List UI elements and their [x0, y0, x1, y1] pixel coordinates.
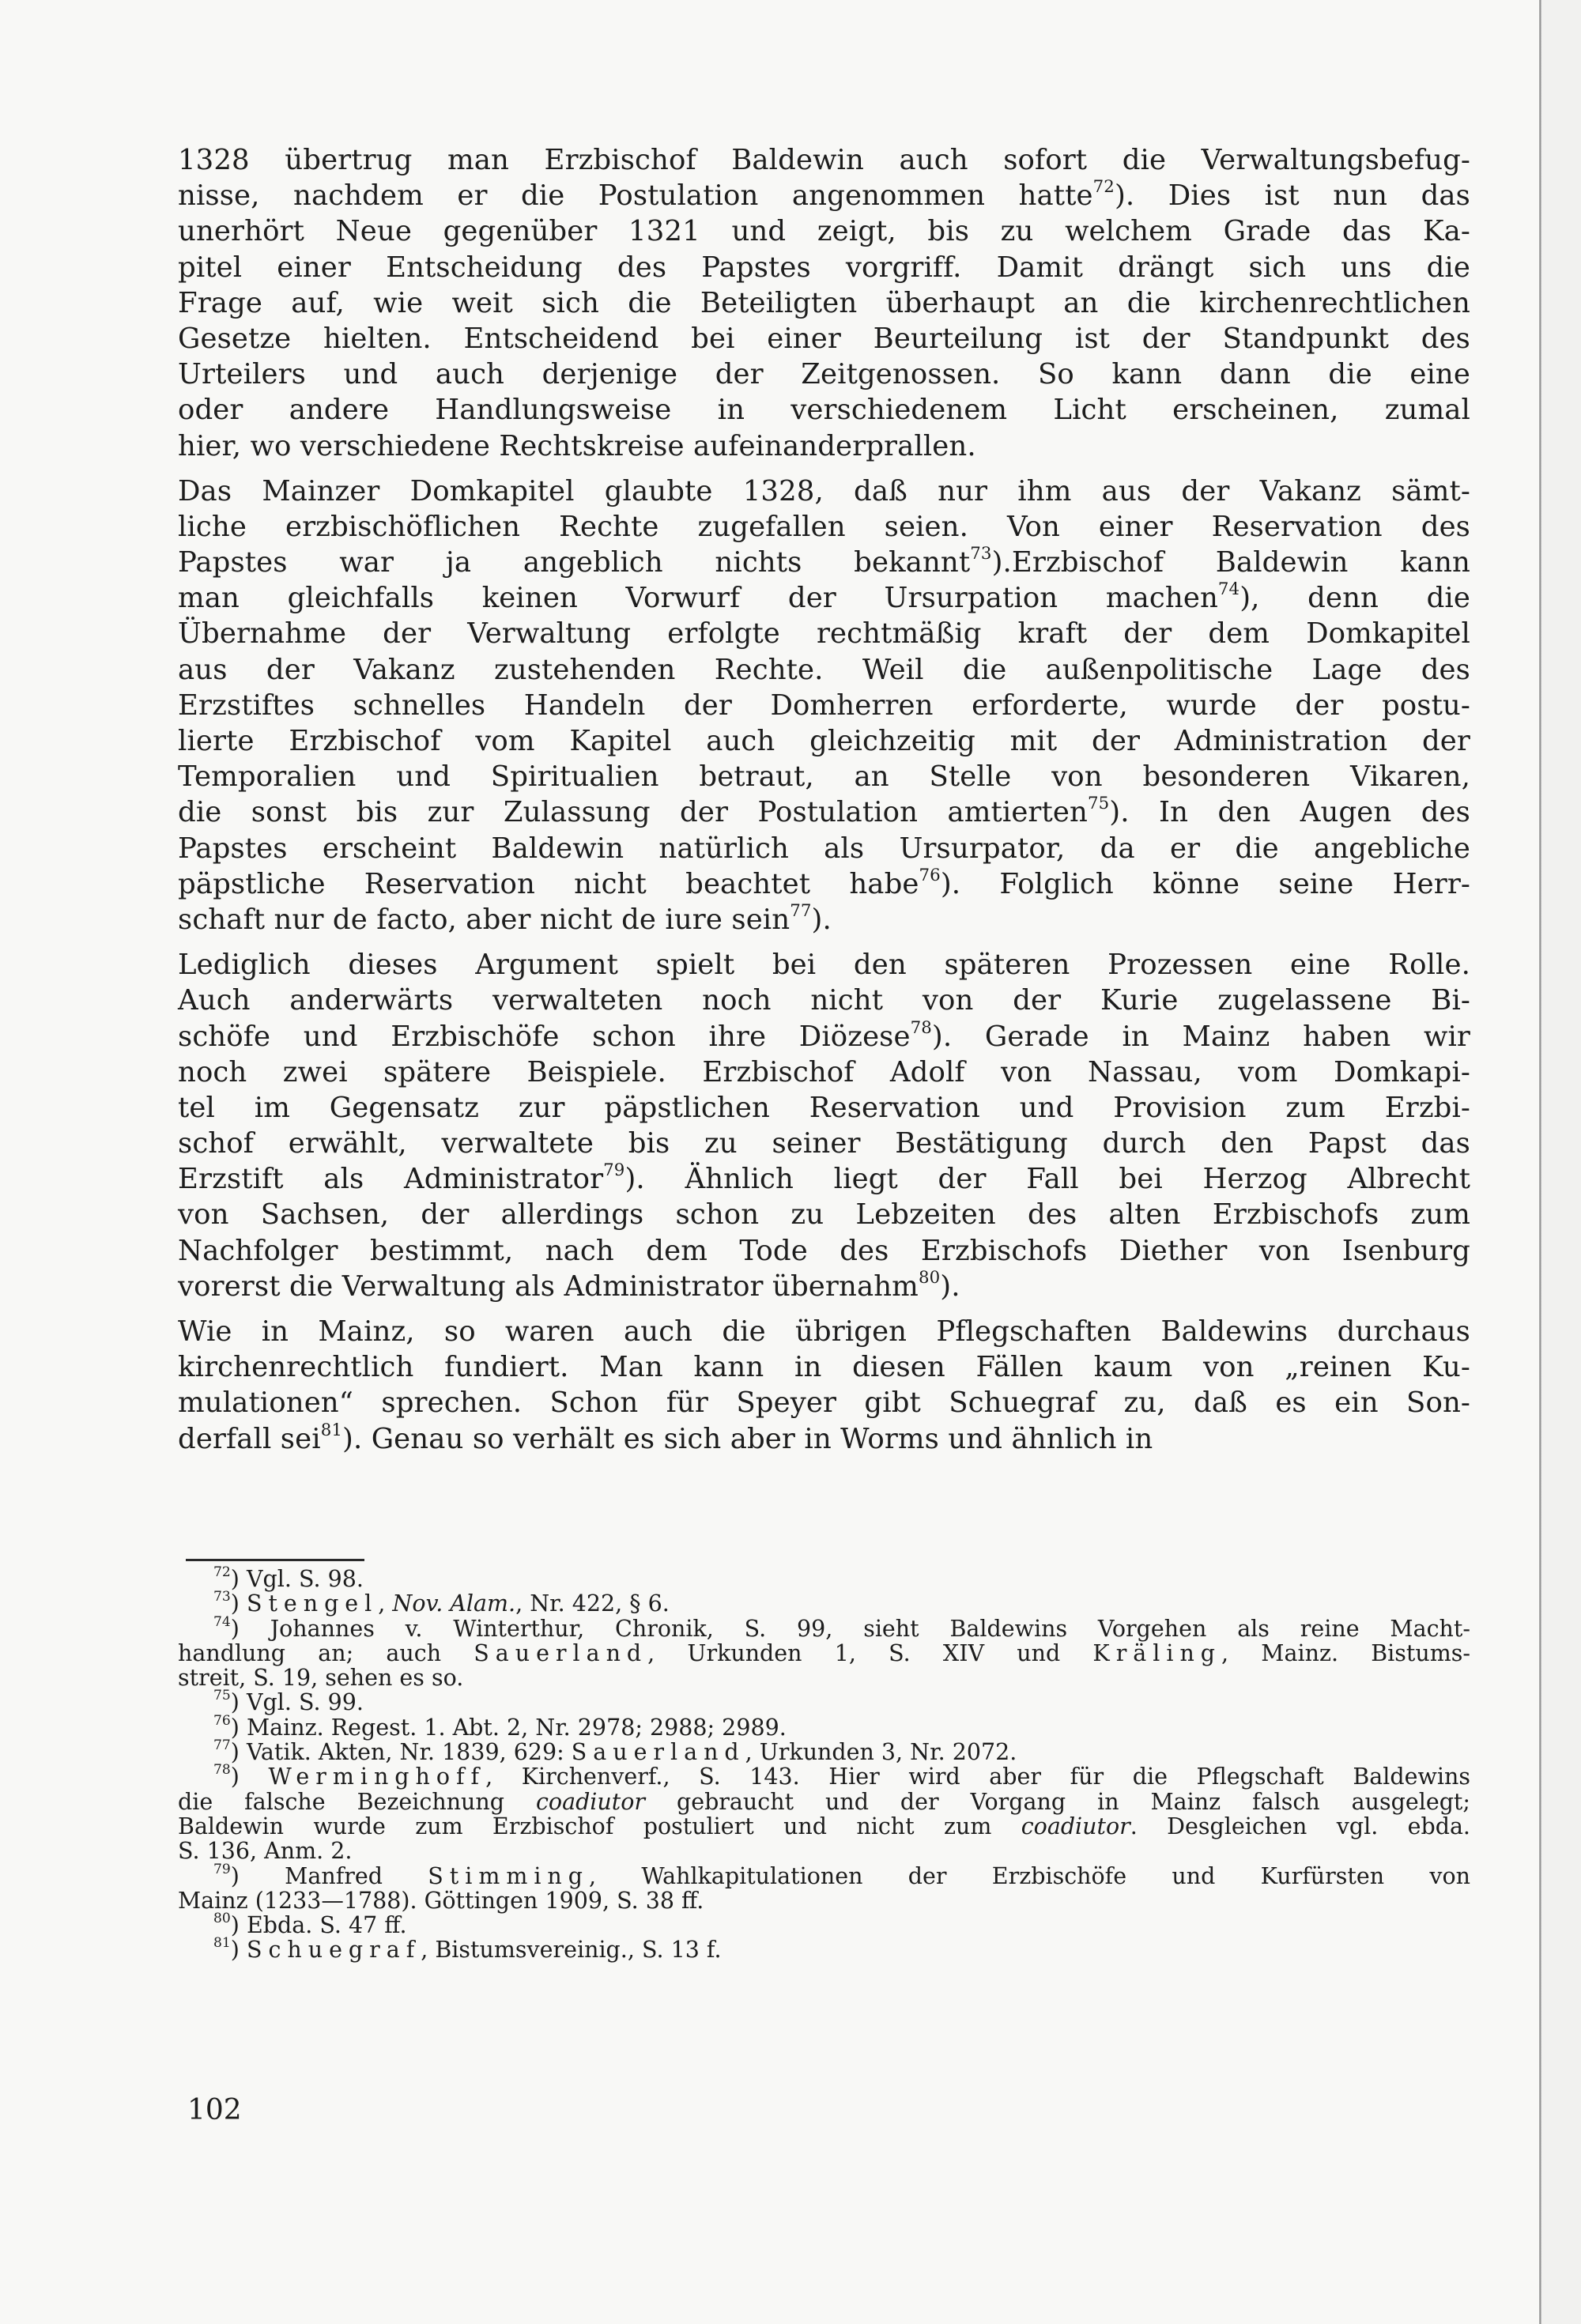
- text-line: kirchenrechtlich fundiert. Man kann in diesen Fällen kaum von „reinen Ku-: [178, 1351, 1470, 1384]
- footnote-line: S. 136, Anm. 2.: [178, 1838, 353, 1865]
- text-line: von Sachsen, der allerdings schon zu Lebzeiten des alten Erzbischofs zum: [178, 1198, 1470, 1232]
- text-line: 1328 übertrug man Erzbischof Baldewin auch sofort die Verwaltungsbefug-: [178, 144, 1470, 176]
- text-line: Papstes erscheint Baldewin natürlich als Ursurpator, da er die angebliche: [178, 832, 1470, 865]
- text-line: tel im Gegensatz zur päpstlichen Reservation und Provision zum Erzbi-: [178, 1091, 1470, 1124]
- footnote-reference: 75: [213, 1688, 231, 1704]
- text-line: noch zwei spätere Beispiele. Erzbischof Adolf von Nassau, vom Domkapi-: [178, 1055, 1470, 1088]
- footnote-81: [178, 1937, 1470, 1962]
- paragraph: [178, 1314, 1470, 1457]
- footnote-line: $^{77}$) Vatik. Akten, Nr. 1839, 629: Sauerland, Urkunden 3, Nr. 2072.: [213, 1737, 1017, 1766]
- text-line: aus der Vakanz zustehenden Rechte. Weil die außenpolitische Lage des: [178, 653, 1470, 686]
- footnote-line: handlung an; auch Sauerland, Urkunden 1, S. XIV und Kräling, Mainz. Bistums-: [178, 1639, 1471, 1666]
- footnote-reference: 73: [970, 544, 992, 564]
- author-name: Sauerland: [571, 1739, 745, 1766]
- text-line: pitel einer Entscheidung des Papstes vorgriff. Damit drängt sich uns die: [178, 251, 1470, 284]
- text-line: hier, wo verschiedene Rechtskreise aufeinanderprallen.: [178, 429, 976, 462]
- footnote-separator: [186, 1559, 364, 1561]
- footnote-line: $^{80}$) Ebda. S. 47 ff.: [213, 1911, 407, 1939]
- footnote-line: $^{73}$) Stengel, Nov. Alam., Nr. 422, § 6.: [213, 1589, 670, 1617]
- text-line: mulationen“ sprechen. Schon für Speyer gibt Schuegraf zu, daß es ein Son-: [178, 1386, 1470, 1420]
- text-line: Nachfolger bestimmt, nach dem Tode des Erzbischofs Diether von Isenburg: [178, 1234, 1470, 1267]
- text-line: Lediglich dieses Argument spielt bei den späteren Prozessen eine Rolle.: [178, 949, 1470, 982]
- footnote-reference: 79: [213, 1861, 231, 1877]
- footnote-reference: 81: [320, 1420, 342, 1440]
- author-name: Sauerland: [474, 1639, 648, 1666]
- footnote-line: $^{74}$) Johannes v. Winterthur, Chronik, S. 99, sieht Baldewins Vorgehen als reine Macht-: [213, 1613, 1470, 1642]
- footnote-76: [178, 1712, 1470, 1741]
- author-name: Kräling: [1092, 1639, 1222, 1666]
- footnote-reference: 78: [213, 1762, 231, 1779]
- paragraph: [178, 473, 1470, 938]
- author-name: Stimming: [428, 1862, 589, 1889]
- text-line: Temporalien und Spiritualien betraut, an Stelle von besonderen Vikaren,: [178, 760, 1470, 794]
- footnote-reference: 79: [603, 1160, 625, 1181]
- footnote-line: Mainz (1233—1788). Göttingen 1909, S. 38 ff.: [178, 1887, 704, 1914]
- footnote-reference: 74: [1217, 579, 1240, 600]
- footnote-line: $^{72}$) Vgl. S. 98.: [213, 1564, 364, 1592]
- footnote-line: $^{81}$) Schuegraf, Bistumsvereinig., S. 13 f.: [213, 1935, 722, 1964]
- text-line: Übernahme der Verwaltung erfolgte rechtmäßig kraft der dem Domkapitel: [178, 617, 1470, 651]
- footnote-reference: 72: [213, 1564, 231, 1581]
- text-line: Das Mainzer Domkapitel glaubte 1328, daß nur ihm aus der Vakanz sämt-: [178, 474, 1470, 507]
- text-line: Gesetze hielten. Entscheidend bei einer Beurteilung ist der Standpunkt des: [178, 322, 1470, 355]
- author-name: Schuegraf: [246, 1937, 421, 1964]
- text-line: Auch anderwärts verwalteten noch nicht von der Kurie zugelassene Bi-: [178, 984, 1470, 1017]
- footnote-reference: 81: [213, 1935, 231, 1952]
- author-name: Werminghoff: [268, 1764, 486, 1790]
- footnote-reference: 77: [790, 900, 812, 921]
- footnote-reference: 74: [213, 1613, 231, 1630]
- footnote-reference: 78: [910, 1017, 932, 1038]
- paragraph: [178, 142, 1470, 464]
- footnote-72: [178, 1564, 1470, 1592]
- text-line: schof erwählt, verwaltete bis zu seiner Bestätigung durch den Papst das: [178, 1127, 1470, 1160]
- text-line: unerhört Neue gegenüber 1321 und zeigt, bis zu welchem Grade das Ka-: [178, 215, 1470, 248]
- footnote-line: Baldewin wurde zum Erzbischof postuliert und nicht zum coadiutor. Desgleichen vgl. ebda.: [178, 1813, 1470, 1839]
- footnote-reference: 80: [213, 1911, 231, 1927]
- footnote-75: [178, 1690, 1470, 1715]
- text-line: Frage auf, wie weit sich die Beteiligten überhaupt an die kirchenrechtlichen: [178, 286, 1470, 319]
- footnote-line: $^{78}$) Werminghoff, Kirchenverf., S. 143. Hier wird aber für die Pflegschaft Baldewins: [213, 1762, 1470, 1790]
- text-line: schöfe und Erzbischöfe schon ihre Diözese$^{78}$). Gerade in Mainz haben wir: [178, 1017, 1470, 1053]
- footnote-reference: 75: [1087, 794, 1110, 814]
- footnote-line: streit, S. 19, sehen es so.: [178, 1665, 464, 1692]
- footnote-80: [178, 1913, 1470, 1937]
- author-name: Stengel: [246, 1590, 379, 1617]
- footnote-73: [178, 1591, 1470, 1616]
- italic-term: Nov. Alam.: [392, 1590, 516, 1617]
- text-line: Erzstift als Administrator$^{79}$). Ähnlich liegt der Fall bei Herzog Albrecht: [178, 1160, 1471, 1196]
- text-line: lierte Erzbischof vom Kapitel auch gleichzeitig mit der Administration der: [178, 725, 1470, 757]
- text-line: nisse, nachdem er die Postulation angenommen hatte$^{72}$). Dies ist nun das: [178, 177, 1470, 213]
- footnote-reference: 76: [919, 865, 941, 885]
- italic-term: coadiutor: [1021, 1813, 1130, 1839]
- footnote-reference: 76: [213, 1712, 231, 1729]
- footnote-line: $^{75}$) Vgl. S. 99.: [213, 1688, 364, 1716]
- text-line: Erzstiftes schnelles Handeln der Domherren erforderte, wurde der postu-: [178, 689, 1470, 722]
- text-line: Papstes war ja angeblich nichts bekannt$^{73}$).Erzbischof Baldewin kann: [178, 544, 1470, 579]
- footnote-reference: 80: [918, 1267, 941, 1288]
- text-line: schaft nur de facto, aber nicht de iure sein$^{77}$).: [178, 900, 832, 936]
- paragraph: [178, 947, 1470, 1304]
- main-text: [178, 142, 1470, 1457]
- footnote-line: $^{76}$) Mainz. Regest. 1. Abt. 2, Nr. 2978; 2988; 2989.: [213, 1712, 787, 1741]
- text-line: Urteilers und auch derjenige der Zeitgenossen. So kann dann die eine: [178, 358, 1470, 391]
- text-line: man gleichfalls keinen Vorwurf der Ursurpation machen$^{74}$), denn die: [178, 579, 1470, 615]
- footnote-line: $^{79}$) Manfred Stimming, Wahlkapitulationen der Erzbischöfe und Kurfürsten von: [213, 1861, 1470, 1889]
- text-line: päpstliche Reservation nicht beachtet habe$^{76}$). Folglich könne seine Herr-: [178, 865, 1470, 900]
- adjacent-page-strip: [1541, 0, 1581, 2324]
- footnote-reference: 72: [1092, 177, 1115, 198]
- italic-term: coadiutor: [535, 1788, 646, 1815]
- footnotes: [178, 1564, 1471, 1964]
- text-line: die sonst bis zur Zulassung der Postulation amtierten$^{75}$). In den Augen des: [178, 794, 1470, 829]
- footnote-reference: 73: [213, 1589, 231, 1605]
- footnote-line: die falsche Bezeichnung coadiutor gebraucht und der Vorgang in Mainz falsch ausgelegt;: [178, 1788, 1470, 1815]
- footnote-74: [178, 1613, 1471, 1692]
- footnote-79: [178, 1861, 1470, 1914]
- text-line: Wie in Mainz, so waren auch die übrigen Pflegschaften Baldewins durchaus: [178, 1315, 1470, 1348]
- footnote-77: [178, 1737, 1470, 1766]
- text-line: oder andere Handlungsweise in verschiedenem Licht erscheinen, zumal: [178, 394, 1470, 427]
- text-line: vorerst die Verwaltung als Administrator übernahm$^{80}$).: [178, 1267, 960, 1303]
- page-number: 102: [187, 2094, 242, 2126]
- text-line: derfall sei$^{81}$). Genau so verhält es sich aber in Worms und ähnlich in: [178, 1420, 1153, 1455]
- text-line: liche erzbischöflichen Rechte zugefallen seien. Von einer Reservation des: [178, 510, 1470, 543]
- footnote-78: [178, 1764, 1470, 1863]
- footnote-reference: 77: [213, 1737, 231, 1754]
